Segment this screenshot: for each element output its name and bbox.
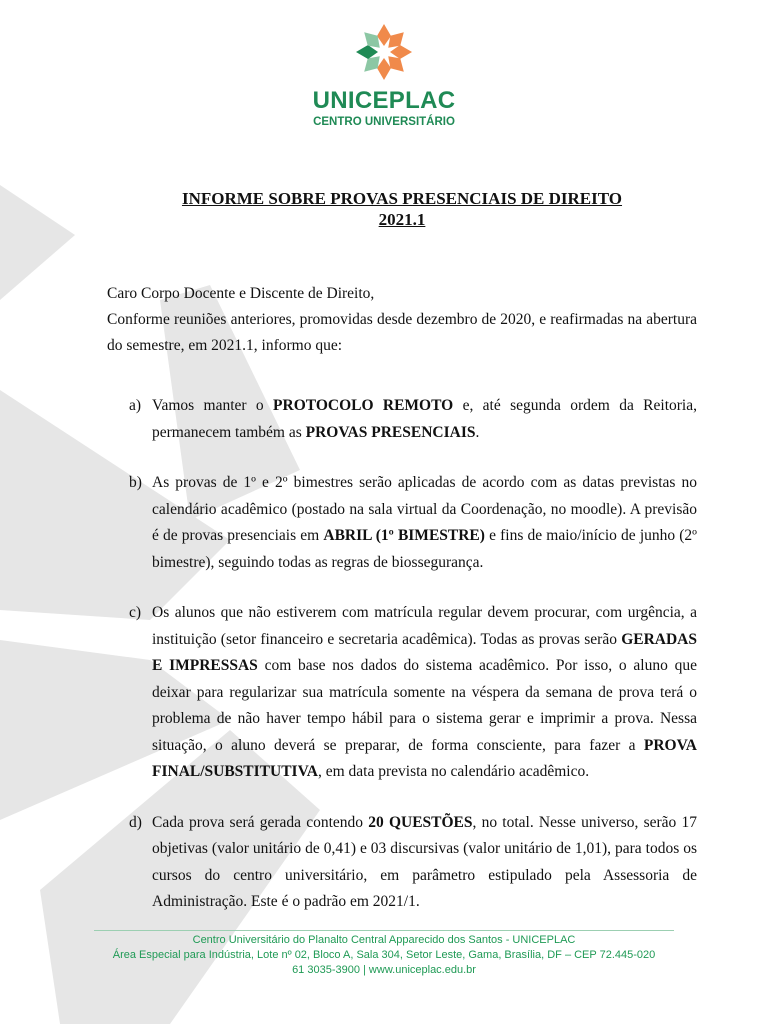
body-text: As provas de 1º e 2º bimestres serão aplicadas de acordo com as datas previstas no calendário acadêmico (postado na sala virtual da Coordenação, no moodle). A previsão é de provas presenciais em <box>152 474 697 544</box>
body-text: . <box>475 423 480 441</box>
body-text: e fins de maio/início de junho (2º bimestre), seguindo todas as regras de biossegurança. <box>152 527 697 571</box>
title-line-2: 2021.1 <box>378 210 426 229</box>
uniceplac-flower-icon <box>354 22 414 82</box>
body-text: com base nos dados do sistema acadêmico. Por isso, o aluno que deixar para regularizar sua matrícula somente na véspera da semana de prova terá o problema de não haver tempo hábil para o sistema gerar e imprimir a prova. Nessa situação, o aluno deverá se preparar, de forma consciente, para fazer a <box>152 657 697 754</box>
page-footer <box>0 930 768 978</box>
intro-paragraph: Conforme reuniões anteriores, promovidas desde dezembro de 2020, e reafirmadas na abertura do semestre, em 2021.1, informo que: <box>107 311 697 354</box>
list-marker: a) <box>129 397 142 414</box>
emphasis-text: PROVAS PRESENCIAIS <box>305 423 476 441</box>
logo-petal <box>377 24 391 46</box>
list-item <box>107 470 697 576</box>
document-title <box>0 188 768 230</box>
brand-subtitle: CENTRO UNIVERSITÁRIO <box>313 116 455 128</box>
list-item <box>107 600 697 786</box>
document-body <box>107 281 697 940</box>
emphasis-text: PROVA FINAL/SUBSTITUTIVA <box>152 736 697 780</box>
brand-name: UNICEPLAC <box>312 87 456 114</box>
footer-contact: 61 3035-3900 | www.uniceplac.edu.br <box>292 964 476 976</box>
logo-petal <box>377 58 391 80</box>
institution-logo <box>0 22 768 130</box>
footer-divider <box>94 930 674 931</box>
logo-petal <box>356 45 378 59</box>
footer-institution: Centro Universitário do Planalto Central Apparecido dos Santos - UNICEPLAC <box>192 934 576 946</box>
list-item <box>107 393 697 446</box>
body-text: e, até segunda ordem da Reitoria, permanecem também as <box>152 397 697 441</box>
greeting: Caro Corpo Docente e Discente de Direito, <box>107 285 375 302</box>
logo-petal <box>390 45 412 59</box>
body-text: Os alunos que não estiverem com matrícula regular devem procurar, com urgência, a instituição (setor financeiro e secretaria acadêmica). Todas as provas serão <box>152 604 697 648</box>
body-text: , em data prevista no calendário acadêmico. <box>317 763 590 780</box>
footer-address: Área Especial para Indústria, Lote nº 02, Bloco A, Sala 304, Setor Leste, Gama, Brasília, DF – CEP 72.445-020 <box>112 949 656 961</box>
body-text: Vamos manter o <box>152 397 274 414</box>
emphasis-text: GERADAS E IMPRESSAS <box>152 630 697 674</box>
list-marker: b) <box>129 474 142 491</box>
body-text: Cada prova será gerada contendo <box>152 813 369 831</box>
emphasis-text: ABRIL (1º BIMESTRE) <box>323 527 485 544</box>
list-marker: d) <box>129 813 142 831</box>
notice-list <box>107 393 697 916</box>
body-text: , no total. Nesse universo, serão 17 objetivas (valor unitário de 0,41) e 03 discursivas (valor unitário de 1,01), para todos os cursos do centro universitário, em parâmetro estipulado pela Assessoria de Administração. Este é o padrão em 2021/1. <box>152 813 697 910</box>
emphasis-text: PROTOCOLO REMOTO <box>273 397 454 414</box>
emphasis-text: 20 QUESTÕES <box>368 813 473 831</box>
list-item <box>107 810 697 916</box>
list-marker: c) <box>129 604 142 621</box>
title-line-1: INFORME SOBRE PROVAS PRESENCIAIS DE DIREITO <box>181 189 623 208</box>
